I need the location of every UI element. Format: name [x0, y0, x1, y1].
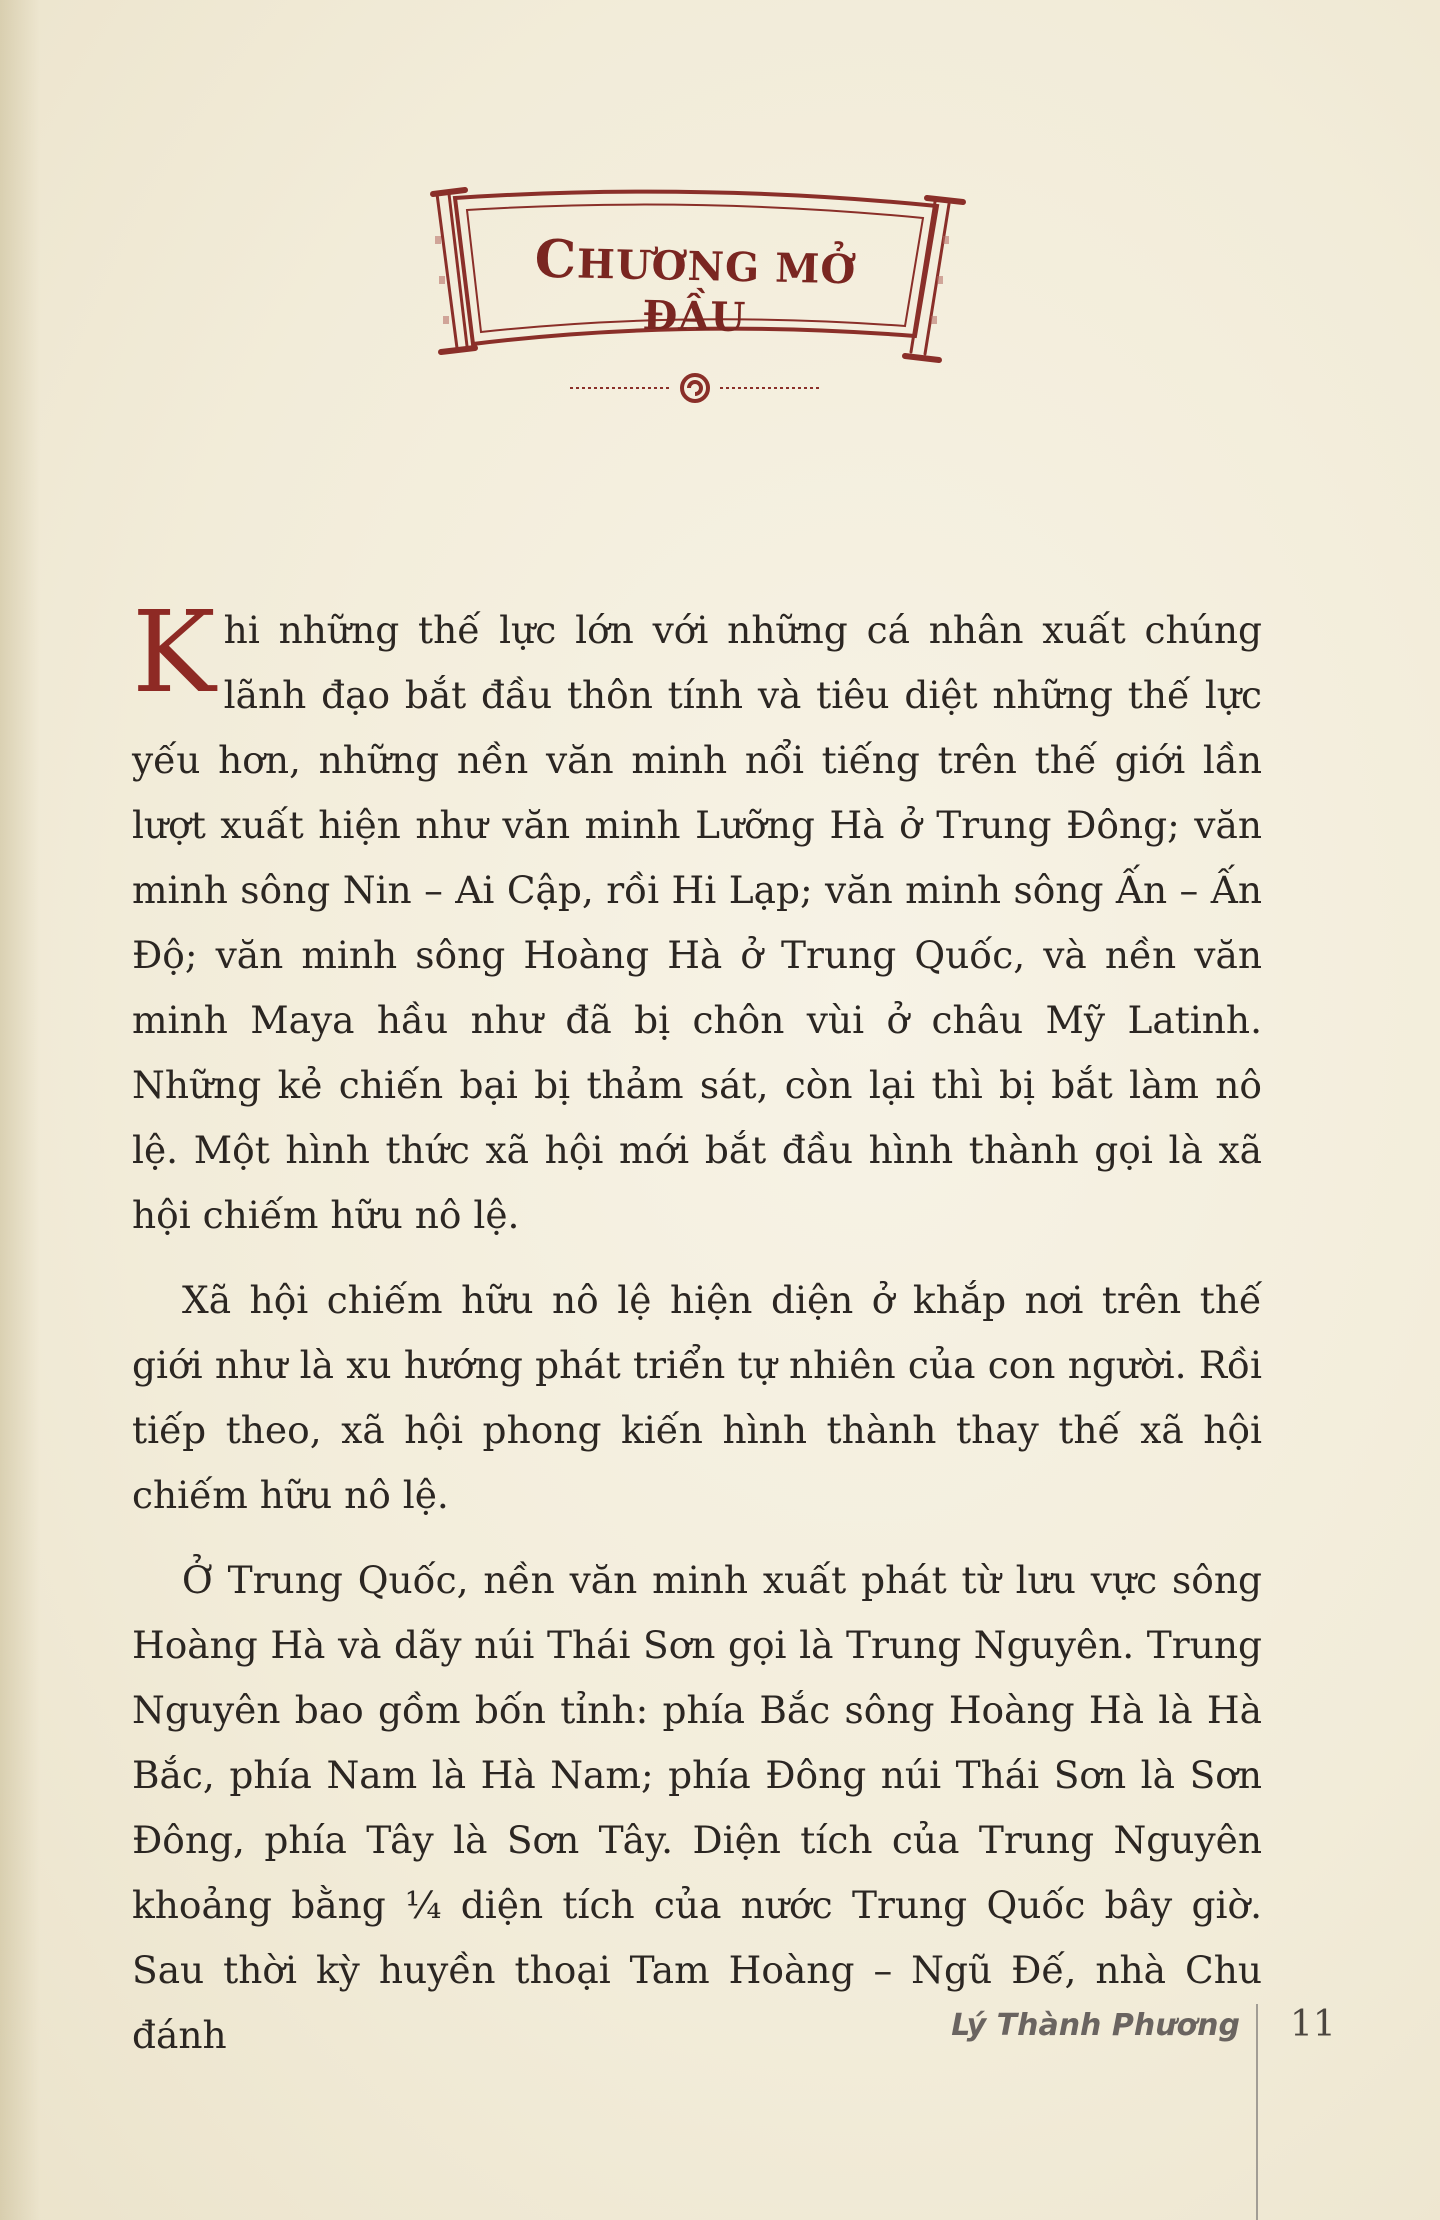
paragraph-2: Xã hội chiếm hữu nô lệ hiện diện ở khắp nơi trên thế giới như là xu hướng phát triển tự nhiên của con người. Rồi tiếp theo, xã hội phong kiến hình thành thay thế xã hội chiếm hữu nô lệ. [132, 1278, 1262, 1517]
swirl-divider-icon [570, 370, 820, 406]
page-gutter-shadow [0, 0, 40, 2220]
drop-cap: K [132, 588, 216, 718]
paragraph-3: Ở Trung Quốc, nền văn minh xuất phát từ lưu vực sông Hoàng Hà và dãy núi Thái Sơn gọi là Trung Nguyên. Trung Nguyên bao gồm bốn tỉnh: phía Bắc sông Hoàng Hà là Hà Bắc, phía Nam là Hà Nam; phía Đông núi Thái Sơn là Sơn Đông, phía Tây là Sơn Tây. Diện tích của Trung Nguyên khoảng bằng ¼ diện tích của nước Trung Quốc bây giờ. Sau thời kỳ huyền thoại Tam Hoàng – Ngũ Đế, nhà Chu đánh [132, 1558, 1262, 2057]
running-footer-author: Lý Thành Phương [951, 2008, 1240, 2043]
page-number: 11 [1290, 2004, 1336, 2045]
chapter-banner [415, 176, 975, 366]
paragraph-1: Khi những thế lực lớn với những cá nhân xuất chúng lãnh đạo bắt đầu thôn tính và tiêu diệt những thế lực yếu hơn, những nền văn minh nổi tiếng trên thế giới lần lượt xuất hiện như văn minh Lưỡng Hà ở Trung Đông; văn minh sông Nin – Ai Cập, rồi Hi Lạp; văn minh sông Ấn – Ấn Độ; văn minh sông Hoàng Hà ở Trung Quốc, và nền văn minh Maya hầu như đã bị chôn vùi ở châu Mỹ Latinh. Những kẻ chiến bại bị thảm sát, còn lại thì bị bắt làm nô lệ. Một hình thức xã hội mới bắt đầu hình thành gọi là xã hội chiếm hữu nô lệ. [132, 588, 1262, 1237]
chapter-body [132, 588, 1262, 2088]
chapter-title: CHƯƠNG MỞ ĐẦU [534, 228, 857, 342]
footer-divider [1256, 2004, 1258, 2220]
